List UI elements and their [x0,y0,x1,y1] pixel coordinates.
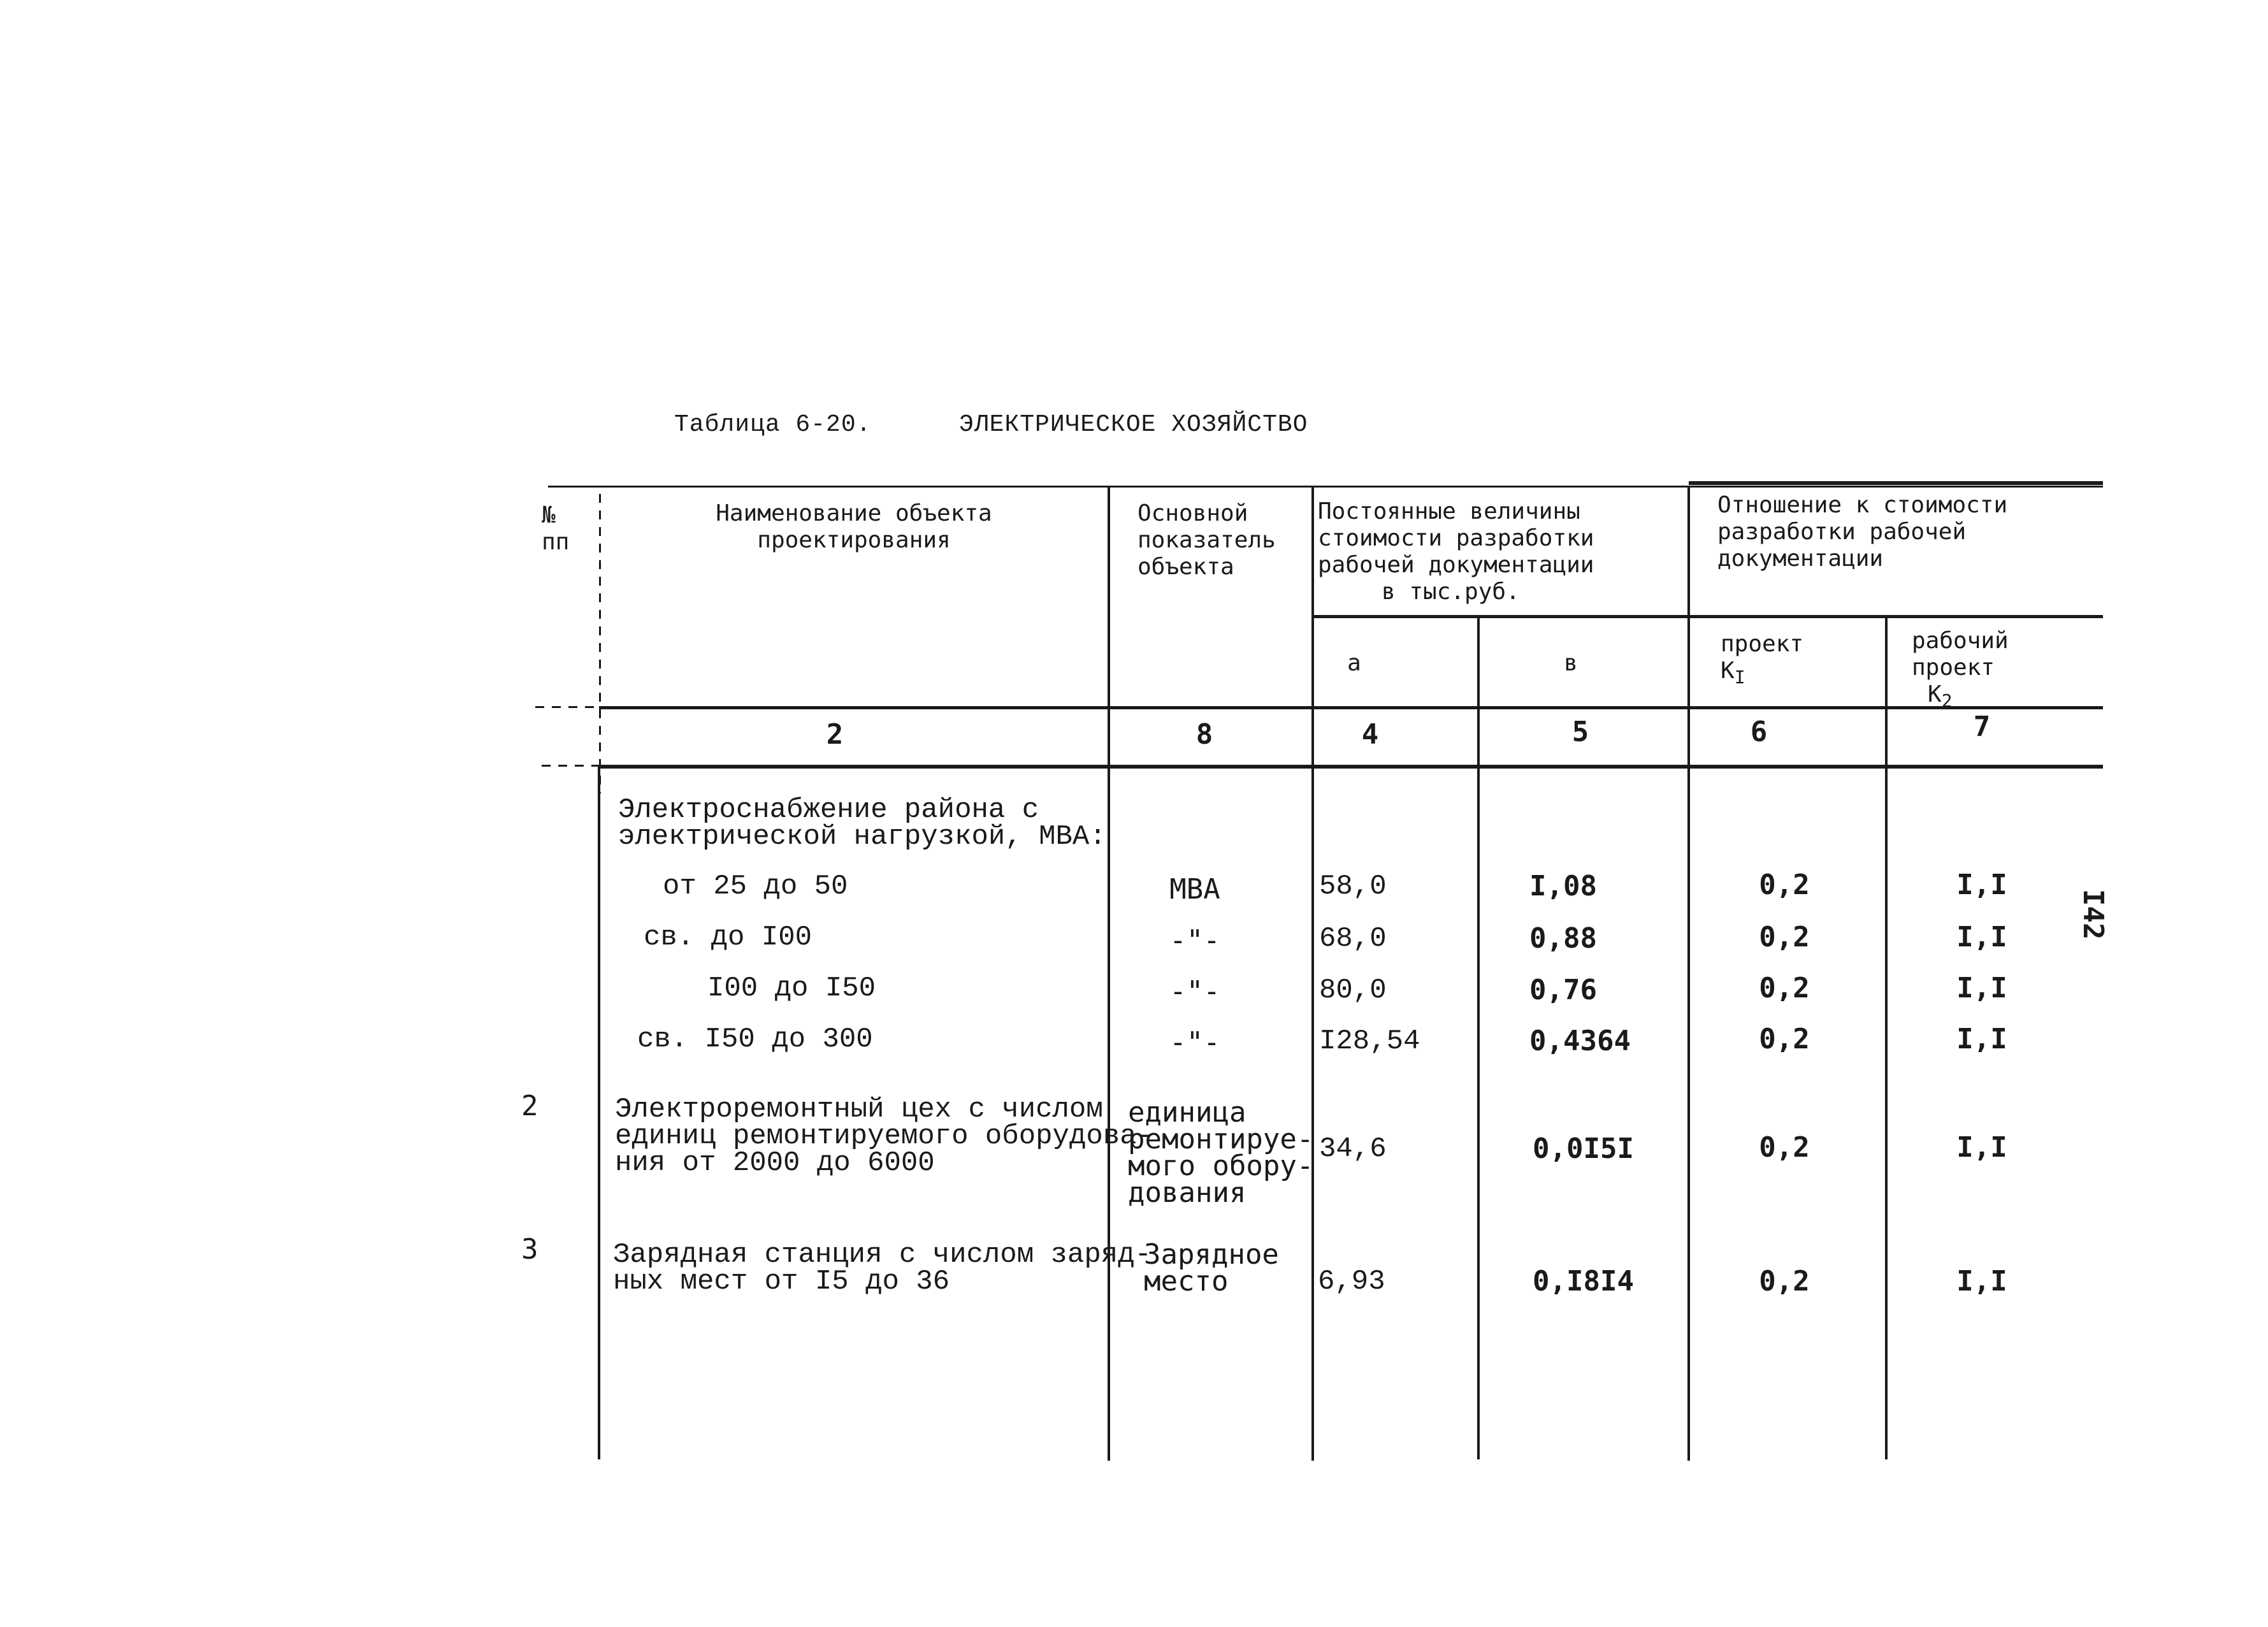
row1-sub1-a: 58,0 [1319,871,1387,902]
row3-no: 3 [521,1233,538,1266]
header-no: № пп [542,502,570,555]
row1-sub1-k2: I,I [1956,869,2007,901]
header-col-project: проект $К_I$ [1721,631,1804,688]
row1-sub3-a: 80,0 [1319,974,1387,1006]
header-ratio: Отношение к стоимости разработки рабочей документации [1717,492,2008,572]
row1-sub4-k2: I,I [1956,1023,2007,1055]
row1-sub2-a: 68,0 [1319,923,1387,955]
row1-sub4-a: I28,54 [1319,1025,1420,1057]
row2-no: 2 [521,1090,538,1122]
row2-k1: 0,2 [1759,1131,1810,1164]
row3-b: 0,I8I4 [1533,1265,1634,1298]
row1-sub1-k1: 0,2 [1759,869,1810,901]
row1-sub3-range: I00 до I50 [707,973,876,1004]
row2-a: 34,6 [1319,1133,1387,1165]
colnum-5: 5 [1571,716,1589,748]
colnum-2: 2 [826,718,844,751]
row2-k2: I,I [1956,1131,2007,1164]
row1-sub4-unit: -"- [1169,1026,1220,1059]
row3-a: 6,93 [1318,1266,1385,1298]
page-number: I42 [2077,889,2109,940]
colnum-6: 6 [1750,716,1768,748]
header-col-working-project: рабочий проект $К_2$ [1912,628,2009,712]
header-object-name: Наименование объекта проектирования [716,500,992,553]
header-main-indicator: Основной показатель объекта [1138,500,1276,580]
header-constant-values: Постоянные величины стоимости разработки рабочей документации в тыс.руб. [1318,498,1594,605]
row3-k1: 0,2 [1759,1265,1810,1298]
row1-sub2-unit: -"- [1169,924,1220,957]
row1-sub2-k1: 0,2 [1759,921,1810,953]
row3-k2: I,I [1956,1265,2007,1298]
row1-sub3-k2: I,I [1956,972,2007,1004]
row1-sub4-k1: 0,2 [1759,1023,1810,1055]
row3-unit: Зарядное место [1144,1238,1279,1298]
row2-name: Электроремонтный цех с числом единиц ремонтируемого оборудова- ния от 2000 до 6000 [615,1094,1153,1179]
table-label: Таблица 6-20. [674,411,872,438]
row1-sub2-b: 0,88 [1529,922,1597,955]
row1-sub3-unit: -"- [1169,975,1220,1008]
row1-sub3-k1: 0,2 [1759,972,1810,1004]
row2-b: 0,0I5I [1533,1132,1634,1165]
row1-sub2-k2: I,I [1956,921,2007,953]
row1-sub4-range: св. I50 до 300 [637,1023,873,1055]
row1-sub2-range: св. до I00 [644,922,813,953]
row3-name: Зарядная станция с числом заряд- ных мест от I5 до 36 [613,1239,1152,1298]
row1-sub1-range: от 25 до 50 [663,871,848,902]
colnum-7: 7 [1973,711,1991,743]
row1-sub4-b: 0,4364 [1529,1025,1631,1057]
row1-name: Электроснабжение района с электрической нагрузкой, МВА: [618,794,1106,853]
colnum-4: 4 [1361,718,1379,751]
row1-sub1-unit: МВА [1169,873,1220,906]
colnum-3: 8 [1195,718,1213,751]
header-col-a: а [1347,650,1361,676]
header-col-b: в [1564,650,1578,676]
row2-unit: единица ремонтируе- мого обору- дования [1128,1096,1314,1209]
table-title: ЭЛЕКТРИЧЕСКОЕ ХОЗЯЙСТВО [959,411,1308,438]
row1-sub3-b: 0,76 [1529,974,1597,1006]
row1-sub1-b: I,08 [1529,870,1597,902]
